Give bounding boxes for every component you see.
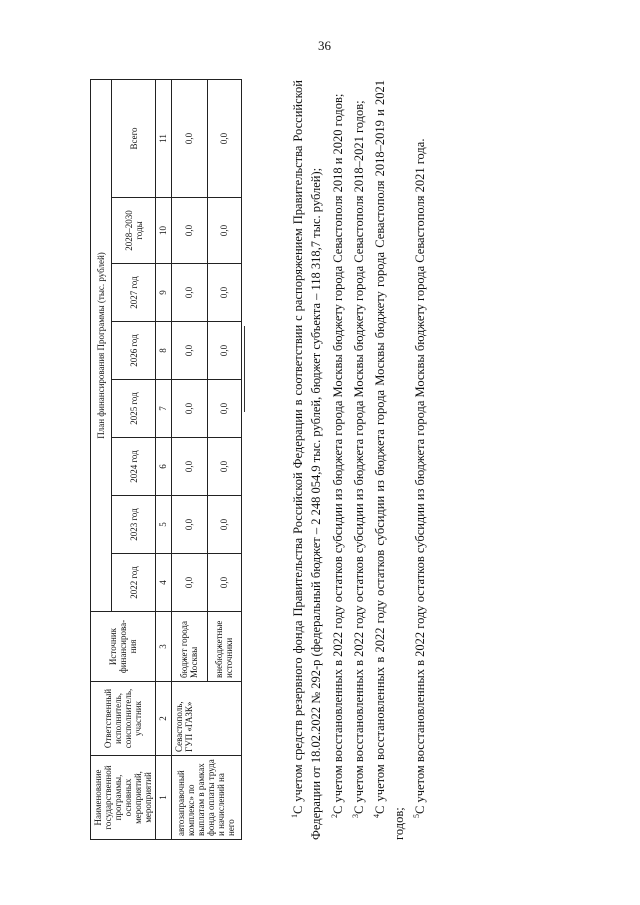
column-number: 4	[156, 554, 171, 612]
footnote-mark: 4	[372, 814, 382, 818]
column-number: 8	[156, 322, 171, 380]
header-name: Наименование государственной программы, основных мероприятий, мероприятий	[91, 756, 156, 840]
table-cell: 0,0	[171, 198, 207, 264]
header-year: 2027 год	[112, 264, 156, 322]
table-cell: 0,0	[171, 79, 207, 197]
footnote-3	[347, 80, 368, 840]
footnote-text: С учетом восстановленных в 2022 году остатков субсидии из бюджета города Москвы бюджету города Севастополя 2018 и 2020 годов;	[330, 93, 345, 814]
column-number: 1	[156, 756, 171, 840]
header-total: Всего	[112, 79, 156, 197]
source-label: внебюджетные источники	[207, 612, 241, 682]
table-cell: 0,0	[207, 264, 241, 322]
rotated-content	[90, 80, 450, 840]
table-row	[171, 79, 207, 839]
column-number: 5	[156, 496, 171, 554]
footnote-4	[368, 80, 408, 840]
table-cell: 0,0	[207, 198, 241, 264]
header-source: Источник финансирова-ния	[91, 612, 156, 682]
footnote-text: С учетом восстановленных в 2022 году остатков субсидии из бюджета города Москвы бюджету города Севастополя 2021 года.	[413, 138, 427, 814]
table-cell: 0,0	[171, 322, 207, 380]
source-label: бюджет города Москвы	[171, 612, 207, 682]
header-year: 2024 год	[112, 438, 156, 496]
column-number: 6	[156, 438, 171, 496]
footnote-mark: 2	[329, 814, 339, 818]
footnote-mark: 5	[411, 814, 421, 818]
table-cell: 0,0	[207, 322, 241, 380]
header-year: 2023 год	[112, 496, 156, 554]
footnote-2	[326, 80, 347, 840]
column-number: 2	[156, 682, 171, 756]
table-cell: 0,0	[207, 554, 241, 612]
header-year: 2025 год	[112, 380, 156, 438]
column-number: 10	[156, 198, 171, 264]
separator-line	[244, 326, 245, 412]
footnote-1	[286, 80, 326, 840]
footnote-text: С учетом средств резервного фонда Правительства Российской Федерации в соответствии с распоряжением Правительства Российской Федерации от 18.02.2022 № 292-р (федеральный бюджет – 2 248 054,9 тыс. рублей, бюджет субъекта – 118 318,7 тыс. рублей);	[291, 80, 324, 840]
header-executor: Ответственный исполнитель, соисполнитель, участник	[91, 682, 156, 756]
footnote-5	[408, 80, 429, 840]
column-number: 3	[156, 612, 171, 682]
table-cell: 0,0	[207, 496, 241, 554]
table-cell: 0,0	[171, 264, 207, 322]
table-cell: 0,0	[207, 438, 241, 496]
table-cell: 0,0	[171, 496, 207, 554]
header-plan: План финансирования Программы (тыс. рублей)	[91, 79, 112, 611]
footnote-mark: 3	[350, 814, 360, 818]
column-number: 7	[156, 380, 171, 438]
table-cell: 0,0	[207, 380, 241, 438]
financing-table	[90, 79, 242, 840]
column-number: 11	[156, 79, 171, 197]
row-name: автозаправочный комплекс» по выплатам в рамках фонда оплаты труда и начислений на него	[171, 756, 241, 840]
footnotes	[286, 80, 429, 840]
header-year: 2028–2030 годы	[112, 198, 156, 264]
header-year: 2026 год	[112, 322, 156, 380]
header-year: 2022 год	[112, 554, 156, 612]
footnote-text: С учетом восстановленных в 2022 году остатков субсидии из бюджета города Москвы бюджету города Севастополя 2018–2021 годов;	[352, 100, 367, 814]
table-cell: 0,0	[171, 380, 207, 438]
table-cell: 0,0	[171, 438, 207, 496]
column-number: 9	[156, 264, 171, 322]
row-executor: Севастополь, ГУП «ГАЗК»	[171, 682, 241, 756]
page-number: 36	[318, 38, 331, 53]
table-cell: 0,0	[171, 554, 207, 612]
footnote-text: С учетом восстановленных в 2022 году остатков субсидии из бюджета города Москвы бюджету города Севастополя 2018–2019 и 2021 годов;	[373, 80, 406, 840]
table-cell: 0,0	[207, 79, 241, 197]
footnote-mark: 1	[290, 814, 299, 818]
